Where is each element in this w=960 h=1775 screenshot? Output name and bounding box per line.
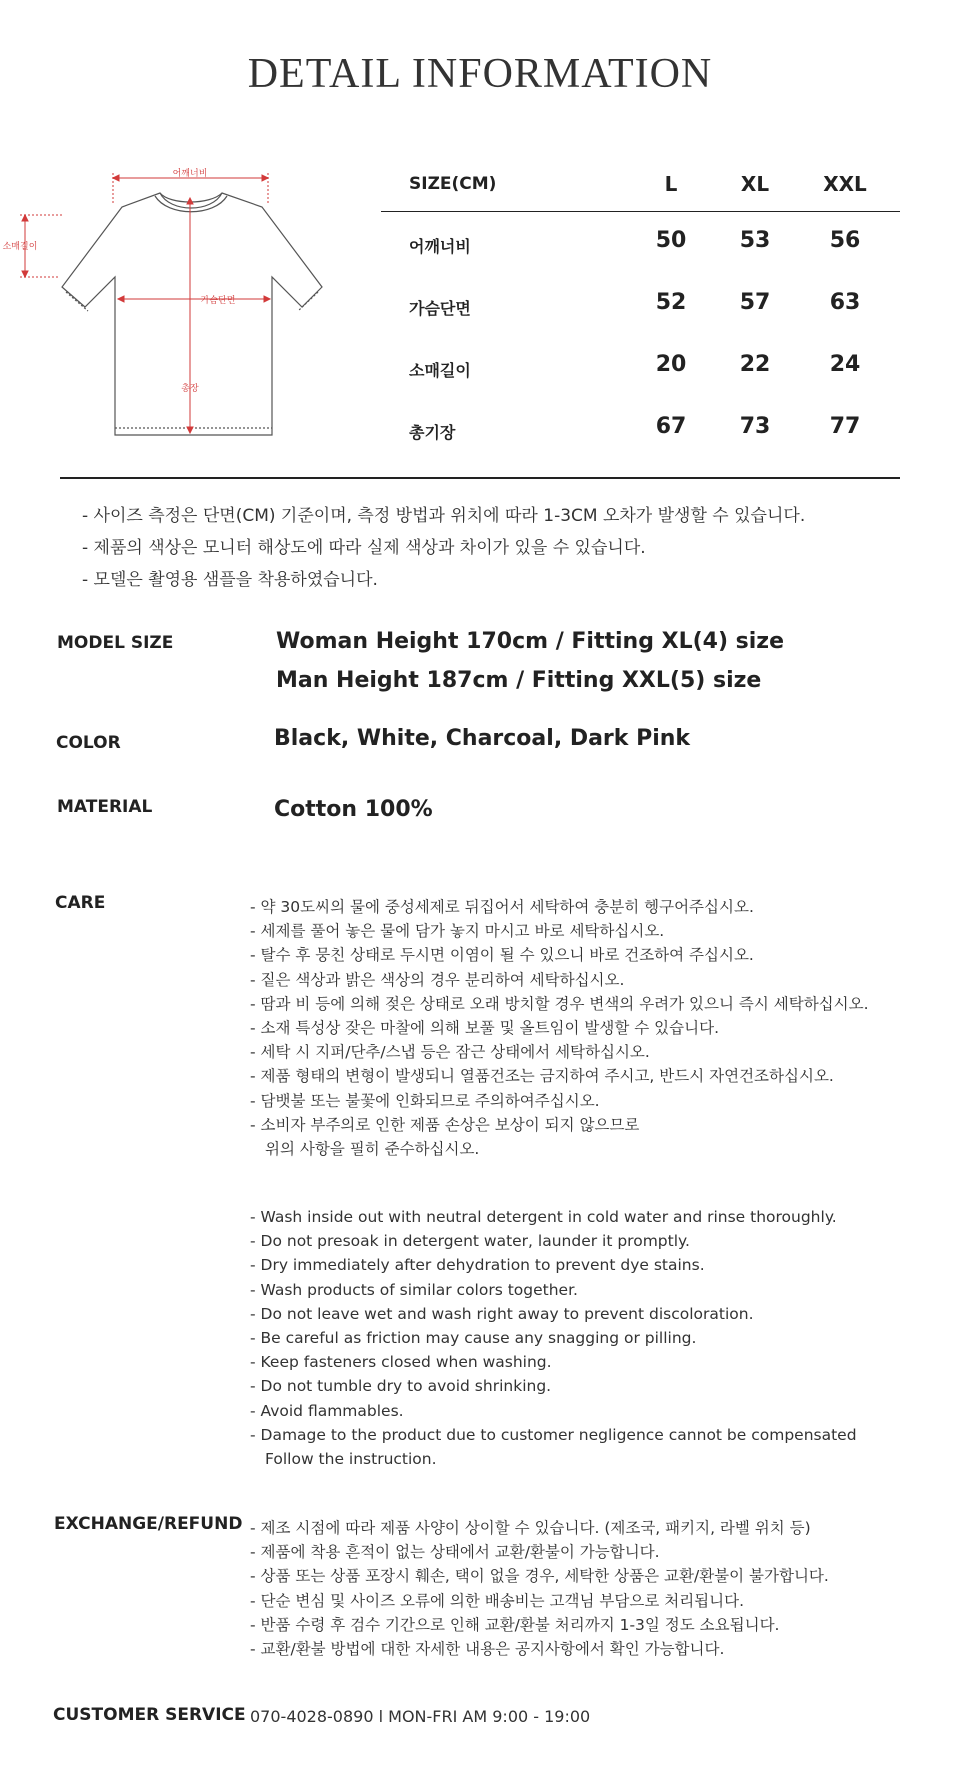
- shoulder-label: 어깨너비: [172, 169, 208, 179]
- list-item: - Do not leave wet and wash right away to prevent discoloration.: [250, 1304, 754, 1323]
- list-item: - 담뱃불 또는 불꽃에 인화되므로 주의하여주십시오.: [250, 1091, 600, 1110]
- care-instructions-korean: [250, 895, 869, 1161]
- list-item: - Keep fasteners closed when washing.: [250, 1353, 552, 1372]
- note-item: - 모델은 촬영용 샘플을 착용하였습니다.: [82, 570, 378, 590]
- cell-value: 56: [829, 228, 861, 253]
- list-item: - Damage to the product due to customer negligence cannot be compensated: [250, 1425, 857, 1444]
- list-item: - 제품에 착용 흔적이 없는 상태에서 교환/환불이 가능합니다.: [250, 1543, 660, 1562]
- page-title: DETAIL INFORMATION: [247, 51, 713, 97]
- list-item: - 땀과 비 등에 의해 젖은 상태로 오래 방치할 경우 변색의 우려가 있으니 즉시 세탁하십시오.: [250, 994, 869, 1013]
- cell-value: 73: [739, 414, 771, 439]
- cell-value: 52: [655, 290, 687, 315]
- size-xxl: XXL: [823, 172, 867, 196]
- list-item: - 탈수 후 뭉친 상태로 두시면 이염이 될 수 있으니 바로 건조하여 주십시오.: [250, 946, 754, 965]
- cell-value: 63: [829, 290, 861, 315]
- table-row: [381, 274, 900, 336]
- customer-service-label: CUSTOMER SERVICE: [53, 1705, 246, 1725]
- size-table-header: [381, 160, 900, 212]
- row-label: 어깨너비: [409, 237, 471, 256]
- row-label: 가슴단면: [409, 299, 471, 318]
- material-value: Cotton 100%: [274, 797, 433, 822]
- measurement-notes: [82, 500, 805, 596]
- list-item: - Be careful as friction may cause any snagging or pilling.: [250, 1329, 697, 1348]
- list-item: - 단순 변심 및 사이즈 오류에 의한 배송비는 고객님 부담으로 처리됩니다.: [250, 1591, 745, 1610]
- list-item: - 교환/환불 방법에 대한 자세한 내용은 공지사항에서 확인 가능합니다.: [250, 1640, 725, 1659]
- row-label: 총기장: [409, 423, 456, 442]
- list-item: - 제품 형태의 변형이 발생되니 열품건조는 금지하여 주시고, 반드시 자연건조하십시오.: [250, 1067, 834, 1086]
- color-label: COLOR: [56, 733, 121, 753]
- table-row: [381, 398, 900, 460]
- cell-value: 22: [739, 352, 771, 377]
- model-size-line: Man Height 187cm / Fitting XXL(5) size: [276, 668, 762, 693]
- exchange-refund-policy: [250, 1516, 829, 1661]
- list-item: - 소재 특성상 잦은 마찰에 의해 보풀 및 올트임이 발생할 수 있습니다.: [250, 1019, 719, 1038]
- row-label: 소매길이: [409, 361, 471, 380]
- length-label: 총장: [181, 384, 199, 394]
- care-instructions-english: [250, 1205, 857, 1471]
- list-item: - 짙은 색상과 밝은 색상의 경우 분리하여 세탁하십시오.: [250, 970, 625, 989]
- list-item: - 제조 시점에 따라 제품 사양이 상이할 수 있습니다. (제조국, 패키지, 라벨 위치 등): [250, 1519, 811, 1537]
- list-item: - 세제를 풀어 놓은 물에 담가 놓지 마시고 바로 세탁하십시오.: [250, 922, 665, 941]
- chest-label: 가슴단면: [200, 296, 236, 306]
- list-item: - 반품 수령 후 검수 기간으로 인해 교환/환불 처리까지 1-3일 정도 소요됩니다.: [250, 1615, 780, 1634]
- cell-value: 77: [829, 414, 861, 439]
- color-value: Black, White, Charcoal, Dark Pink: [274, 726, 691, 751]
- cell-value: 57: [739, 290, 771, 315]
- cell-value: 20: [655, 352, 687, 377]
- list-item: - Dry immediately after dehydration to prevent dye stains.: [250, 1256, 705, 1275]
- divider: [60, 477, 900, 479]
- list-item: - Wash inside out with neutral detergent in cold water and rinse thoroughly.: [250, 1208, 837, 1226]
- customer-service-contact: 070-4028-0890 l MON-FRI AM 9:00 - 19:00: [250, 1707, 591, 1726]
- list-item: Follow the instruction.: [265, 1450, 437, 1469]
- list-item: - 상품 또는 상품 포장시 훼손, 택이 없을 경우, 세탁한 상품은 교환/환불이 불가합니다.: [250, 1567, 829, 1586]
- material-label: MATERIAL: [57, 797, 153, 817]
- exchange-refund-label: EXCHANGE/REFUND: [54, 1514, 243, 1534]
- list-item: - Do not presoak in detergent water, launder it promptly.: [250, 1232, 690, 1251]
- model-size-value: [276, 622, 784, 700]
- sleeve-label: 소매길이: [2, 242, 38, 252]
- cell-value: 67: [655, 414, 687, 439]
- size-xl: XL: [740, 172, 770, 196]
- list-item: - Avoid flammables.: [250, 1401, 404, 1420]
- table-row: [381, 212, 900, 274]
- list-item: - 약 30도씨의 물에 중성세제로 뒤집어서 세탁하여 충분히 헹구어주십시오.: [250, 898, 754, 916]
- note-item: - 제품의 색상은 모니터 해상도에 따라 실제 색상과 차이가 있을 수 있습니다.: [82, 538, 646, 558]
- list-item: 위의 사항을 필히 준수하십시오.: [265, 1140, 480, 1159]
- cell-value: 53: [739, 228, 771, 253]
- model-size-label: MODEL SIZE: [57, 633, 174, 653]
- size-unit-label: SIZE(CM): [409, 174, 497, 194]
- note-item: - 사이즈 측정은 단면(CM) 기준이며, 측정 방법과 위치에 따라 1-3CM 오차가 발생할 수 있습니다.: [82, 506, 806, 526]
- cell-value: 50: [655, 228, 687, 253]
- table-row: [381, 336, 900, 398]
- size-table: [381, 160, 900, 460]
- size-l: L: [664, 172, 678, 196]
- tshirt-outline: [62, 193, 322, 435]
- care-label: CARE: [55, 893, 106, 913]
- list-item: - 세탁 시 지퍼/단추/스냅 등은 잠근 상태에서 세탁하십시오.: [250, 1043, 650, 1062]
- list-item: - Wash products of similar colors together.: [250, 1280, 578, 1299]
- model-size-line: Woman Height 170cm / Fitting XL(4) size: [276, 629, 785, 654]
- list-item: - Do not tumble dry to avoid shrinking.: [250, 1377, 552, 1396]
- list-item: - 소비자 부주의로 인한 제품 손상은 보상이 되지 않으므로: [250, 1115, 640, 1134]
- cell-value: 24: [829, 352, 861, 377]
- tshirt-measurement-diagram: [0, 165, 350, 455]
